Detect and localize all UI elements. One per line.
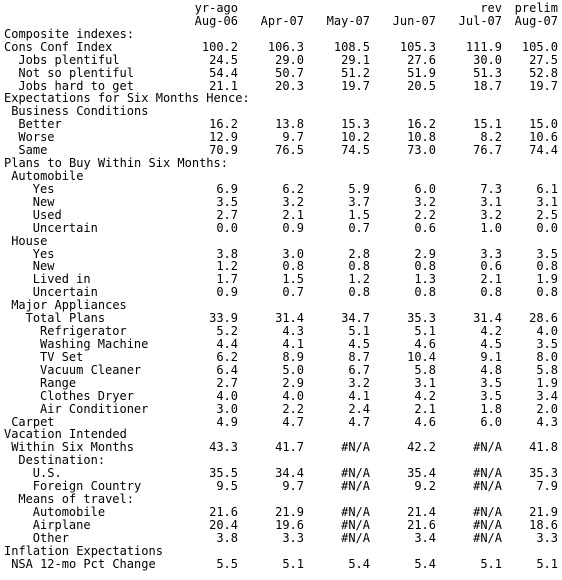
row-value: 3.5: [536, 246, 558, 261]
row-value: 34.4: [275, 466, 304, 481]
row-value: 21.6: [407, 517, 436, 532]
row-value: 0.8: [348, 285, 370, 300]
row-value: 51.3: [473, 65, 502, 80]
row-value: 7.3: [480, 181, 502, 196]
row-value: 4.1: [282, 336, 304, 351]
row-value: 1.0: [480, 220, 502, 235]
row-value: #N/A: [473, 504, 502, 519]
row-value: 4.0: [282, 388, 304, 403]
row-value: 21.4: [407, 504, 436, 519]
row-value: 3.3: [536, 530, 558, 545]
row-value: 4.3: [536, 414, 558, 429]
table-row: [0, 351, 562, 364]
row-value: 5.0: [282, 362, 304, 377]
row-value: 8.0: [536, 349, 558, 364]
row-label: Range: [40, 375, 77, 390]
table-row: [0, 558, 562, 571]
column-header-date: Jul-07: [458, 13, 502, 28]
row-value: 4.7: [348, 414, 370, 429]
row-label: NSA 12-mo Pct Change: [11, 556, 156, 571]
row-value: 21.6: [209, 504, 238, 519]
row-value: 9.7: [282, 130, 304, 145]
row-label: Refrigerator: [40, 324, 127, 339]
row-value: 0.8: [414, 259, 436, 274]
table-row: [0, 403, 562, 416]
row-value: 0.9: [216, 285, 238, 300]
column-header-date: Aug-06: [194, 13, 238, 28]
row-value: 33.9: [209, 311, 238, 326]
row-value: 3.5: [480, 375, 502, 390]
row-value: 5.1: [282, 556, 304, 571]
row-value: 6.0: [414, 181, 436, 196]
row-value: 4.5: [348, 336, 370, 351]
row-value: #N/A: [473, 479, 502, 494]
row-label: New: [32, 259, 55, 274]
row-value: 1.2: [216, 259, 238, 274]
row-value: 20.5: [407, 78, 436, 93]
row-value: #N/A: [341, 479, 370, 494]
row-label: Total Plans: [25, 311, 106, 326]
row-value: 4.2: [414, 388, 436, 403]
row-value: 1.2: [348, 272, 370, 287]
row-value: 4.3: [282, 324, 304, 339]
table-row: [0, 248, 562, 261]
column-header-date: Apr-07: [260, 13, 304, 28]
row-value: 4.7: [282, 414, 304, 429]
row-value: 4.2: [480, 324, 502, 339]
row-value: 2.7: [216, 375, 238, 390]
row-label: Clothes Dryer: [40, 388, 134, 403]
row-value: 3.7: [348, 194, 370, 209]
row-value: 16.2: [407, 117, 436, 132]
row-value: 3.1: [414, 375, 436, 390]
column-header-date: May-07: [326, 13, 370, 28]
row-value: 106.3: [267, 39, 304, 54]
row-value: 7.9: [536, 479, 558, 494]
row-value: 27.5: [529, 52, 558, 67]
row-value: 1.9: [536, 375, 558, 390]
row-value: 4.6: [414, 336, 436, 351]
row-value: 3.2: [480, 207, 502, 222]
row-value: 15.3: [341, 117, 370, 132]
row-value: 1.7: [216, 272, 238, 287]
section-label: Major Appliances: [11, 298, 127, 313]
section-heading: [0, 170, 562, 183]
row-label: Worse: [18, 130, 55, 145]
row-value: 12.9: [209, 130, 238, 145]
table-row: [0, 54, 562, 67]
row-value: 1.5: [282, 272, 304, 287]
row-value: 70.9: [209, 143, 238, 158]
row-value: 42.2: [407, 440, 436, 455]
row-value: 6.2: [216, 349, 238, 364]
row-label: Yes: [32, 246, 55, 261]
row-value: 2.5: [536, 207, 558, 222]
row-value: 27.6: [407, 52, 436, 67]
row-value: 2.1: [282, 207, 304, 222]
row-label: Air Conditioner: [40, 401, 149, 416]
row-label: Cons Conf Index: [4, 39, 113, 54]
row-value: 3.4: [536, 388, 558, 403]
row-value: 3.5: [536, 336, 558, 351]
table-row: [0, 196, 562, 209]
row-label: Foreign Country: [32, 479, 142, 494]
section-heading: [0, 235, 562, 248]
section-label: Composite indexes:: [4, 26, 135, 41]
row-value: #N/A: [341, 466, 370, 481]
row-value: 28.6: [529, 311, 558, 326]
row-value: 0.8: [414, 285, 436, 300]
section-label: Means of travel:: [18, 492, 134, 507]
row-value: 2.1: [480, 272, 502, 287]
row-value: 73.0: [407, 143, 436, 158]
row-value: 21.1: [209, 78, 238, 93]
row-value: 9.7: [282, 479, 304, 494]
row-value: 19.6: [275, 517, 304, 532]
row-value: 2.4: [348, 401, 370, 416]
row-value: 1.9: [536, 272, 558, 287]
row-value: 6.7: [348, 362, 370, 377]
row-value: 6.4: [216, 362, 238, 377]
row-value: 6.1: [536, 181, 558, 196]
row-value: 54.4: [209, 65, 238, 80]
row-value: 52.8: [529, 65, 558, 80]
table-row: [0, 183, 562, 196]
row-value: 3.2: [348, 375, 370, 390]
row-label: Carpet: [11, 414, 55, 429]
row-value: 74.5: [341, 143, 370, 158]
row-value: 2.9: [414, 246, 436, 261]
table-row: [0, 118, 562, 131]
row-value: 4.0: [216, 388, 238, 403]
row-value: 5.4: [414, 556, 436, 571]
row-value: 0.6: [480, 259, 502, 274]
table-row: [0, 338, 562, 351]
row-value: 5.4: [348, 556, 370, 571]
row-value: 0.8: [536, 259, 558, 274]
row-label: Used: [32, 207, 62, 222]
row-value: 5.9: [348, 181, 370, 196]
row-value: 3.2: [414, 194, 436, 209]
row-value: 9.5: [216, 479, 238, 494]
table-row: [0, 390, 562, 403]
row-value: 2.7: [216, 207, 238, 222]
row-value: #N/A: [341, 504, 370, 519]
row-value: 4.9: [216, 414, 238, 429]
row-label: Same: [18, 143, 48, 158]
row-value: 4.1: [348, 388, 370, 403]
column-header-date-row: [0, 15, 562, 28]
row-label: Vacuum Cleaner: [40, 362, 142, 377]
row-value: 19.7: [341, 78, 370, 93]
row-value: 43.3: [209, 440, 238, 455]
row-value: 1.5: [348, 207, 370, 222]
row-value: #N/A: [341, 530, 370, 545]
section-label: House: [11, 233, 48, 248]
column-header-top: yr-ago: [194, 1, 238, 15]
section-label: Plans to Buy Within Six Months:: [4, 156, 228, 171]
row-label: Yes: [32, 181, 55, 196]
row-value: 5.1: [348, 324, 370, 339]
row-value: 0.9: [282, 220, 304, 235]
row-value: 3.5: [480, 388, 502, 403]
row-value: 10.4: [407, 349, 436, 364]
section-label: Business Conditions: [11, 104, 149, 119]
row-label: Lived in: [32, 272, 91, 287]
row-value: 5.1: [480, 556, 502, 571]
row-value: 35.3: [529, 466, 558, 481]
row-value: 4.0: [536, 324, 558, 339]
row-label: Washing Machine: [40, 336, 149, 351]
section-heading: [0, 157, 562, 170]
row-value: 3.3: [480, 246, 502, 261]
row-value: 3.4: [414, 530, 436, 545]
row-value: 3.8: [216, 530, 238, 545]
row-value: 1.3: [414, 272, 436, 287]
row-value: 31.4: [275, 311, 304, 326]
row-value: 4.8: [480, 362, 502, 377]
row-value: 4.4: [216, 336, 238, 351]
row-value: 16.2: [209, 117, 238, 132]
row-value: 18.7: [473, 78, 502, 93]
row-label: TV Set: [40, 349, 84, 364]
row-value: #N/A: [341, 517, 370, 532]
row-value: 111.9: [465, 39, 502, 54]
row-value: 10.6: [529, 130, 558, 145]
row-value: 20.4: [209, 517, 238, 532]
row-value: 8.2: [480, 130, 502, 145]
row-label: Better: [18, 117, 62, 132]
row-value: 35.5: [209, 466, 238, 481]
row-value: 3.1: [480, 194, 502, 209]
row-value: 50.7: [275, 65, 304, 80]
section-label: Destination:: [18, 453, 106, 468]
row-value: 15.1: [473, 117, 502, 132]
row-value: 51.9: [407, 65, 436, 80]
section-label: Automobile: [11, 168, 84, 183]
section-label: Inflation Expectations: [4, 543, 163, 558]
row-value: 2.2: [282, 401, 304, 416]
row-value: 2.2: [414, 207, 436, 222]
row-value: 3.2: [282, 194, 304, 209]
section-label: Vacation Intended: [4, 427, 127, 442]
row-value: 5.1: [414, 324, 436, 339]
row-value: 74.4: [529, 143, 558, 158]
section-label: Expectations for Six Months Hence:: [4, 91, 250, 106]
row-label: New: [32, 194, 55, 209]
row-value: 0.7: [282, 285, 304, 300]
row-value: 41.7: [275, 440, 304, 455]
table-row: [0, 67, 562, 80]
row-value: 5.8: [536, 362, 558, 377]
row-value: #N/A: [473, 530, 502, 545]
row-value: 3.8: [216, 246, 238, 261]
row-value: 21.9: [529, 504, 558, 519]
section-heading: [0, 28, 562, 41]
section-heading: [0, 493, 562, 506]
row-value: 35.3: [407, 311, 436, 326]
row-value: 2.0: [536, 401, 558, 416]
row-value: 19.7: [529, 78, 558, 93]
row-value: 31.4: [473, 311, 502, 326]
table-row: [0, 519, 562, 532]
row-label: Jobs plentiful: [18, 52, 120, 67]
row-value: 41.8: [529, 440, 558, 455]
row-label: U.S.: [32, 466, 62, 481]
table-row: [0, 222, 562, 235]
row-value: 2.8: [348, 246, 370, 261]
row-label: Jobs hard to get: [18, 78, 134, 93]
row-value: #N/A: [473, 440, 502, 455]
row-value: 105.3: [399, 39, 436, 54]
row-value: 0.6: [414, 220, 436, 235]
row-value: #N/A: [473, 517, 502, 532]
row-value: 0.0: [536, 220, 558, 235]
row-value: 6.0: [480, 414, 502, 429]
row-value: 100.2: [201, 39, 238, 54]
row-value: 105.0: [521, 39, 558, 54]
row-value: 9.1: [480, 349, 502, 364]
row-value: 0.8: [480, 285, 502, 300]
row-label: Not so plentiful: [18, 65, 134, 80]
row-value: 108.5: [333, 39, 370, 54]
row-value: 5.2: [216, 324, 238, 339]
row-value: 0.8: [348, 259, 370, 274]
row-label: Uncertain: [32, 285, 98, 300]
column-header-top: rev: [480, 1, 502, 15]
column-header-date: Jun-07: [392, 13, 436, 28]
row-value: 2.9: [282, 375, 304, 390]
table-row: [0, 377, 562, 390]
row-value: 6.2: [282, 181, 304, 196]
row-value: 34.7: [341, 311, 370, 326]
column-header-top: prelim: [514, 1, 558, 15]
row-value: 0.7: [348, 220, 370, 235]
row-value: 21.9: [275, 504, 304, 519]
row-value: 76.5: [275, 143, 304, 158]
row-value: 10.2: [341, 130, 370, 145]
row-value: 15.0: [529, 117, 558, 132]
row-value: 29.1: [341, 52, 370, 67]
row-value: #N/A: [341, 440, 370, 455]
row-value: 76.7: [473, 143, 502, 158]
row-value: 6.9: [216, 181, 238, 196]
table-row: [0, 41, 562, 54]
row-value: 0.8: [536, 285, 558, 300]
row-value: 20.3: [275, 78, 304, 93]
row-value: 5.5: [216, 556, 238, 571]
row-value: 1.8: [480, 401, 502, 416]
row-value: 24.5: [209, 52, 238, 67]
row-value: 35.4: [407, 466, 436, 481]
row-value: 3.0: [282, 246, 304, 261]
row-value: 8.7: [348, 349, 370, 364]
row-label: Other: [32, 530, 69, 545]
column-header-date: Aug-07: [514, 13, 558, 28]
row-value: 5.8: [414, 362, 436, 377]
row-value: 4.6: [414, 414, 436, 429]
row-value: 29.0: [275, 52, 304, 67]
row-value: 13.8: [275, 117, 304, 132]
row-value: 51.2: [341, 65, 370, 80]
row-value: 2.1: [414, 401, 436, 416]
row-value: 3.5: [216, 194, 238, 209]
column-header-top-row: [0, 2, 562, 15]
table-row: [0, 209, 562, 222]
row-value: 10.8: [407, 130, 436, 145]
row-value: 3.0: [216, 401, 238, 416]
row-value: 3.3: [282, 530, 304, 545]
section-heading: [0, 545, 562, 558]
report-rows: [0, 28, 562, 571]
row-value: 9.2: [414, 479, 436, 494]
row-value: 4.5: [480, 336, 502, 351]
row-value: #N/A: [473, 466, 502, 481]
row-value: 8.9: [282, 349, 304, 364]
row-label: Within Six Months: [11, 440, 135, 455]
row-value: 0.0: [216, 220, 238, 235]
row-value: 18.6: [529, 517, 558, 532]
row-value: 30.0: [473, 52, 502, 67]
table-row: [0, 506, 562, 519]
row-value: 5.1: [536, 556, 558, 571]
row-label: Uncertain: [32, 220, 98, 235]
row-value: 3.1: [536, 194, 558, 209]
table-row: [0, 364, 562, 377]
row-label: Airplane: [32, 517, 91, 532]
row-label: Automobile: [32, 504, 106, 519]
table-row: [0, 532, 562, 545]
row-value: 0.8: [282, 259, 304, 274]
